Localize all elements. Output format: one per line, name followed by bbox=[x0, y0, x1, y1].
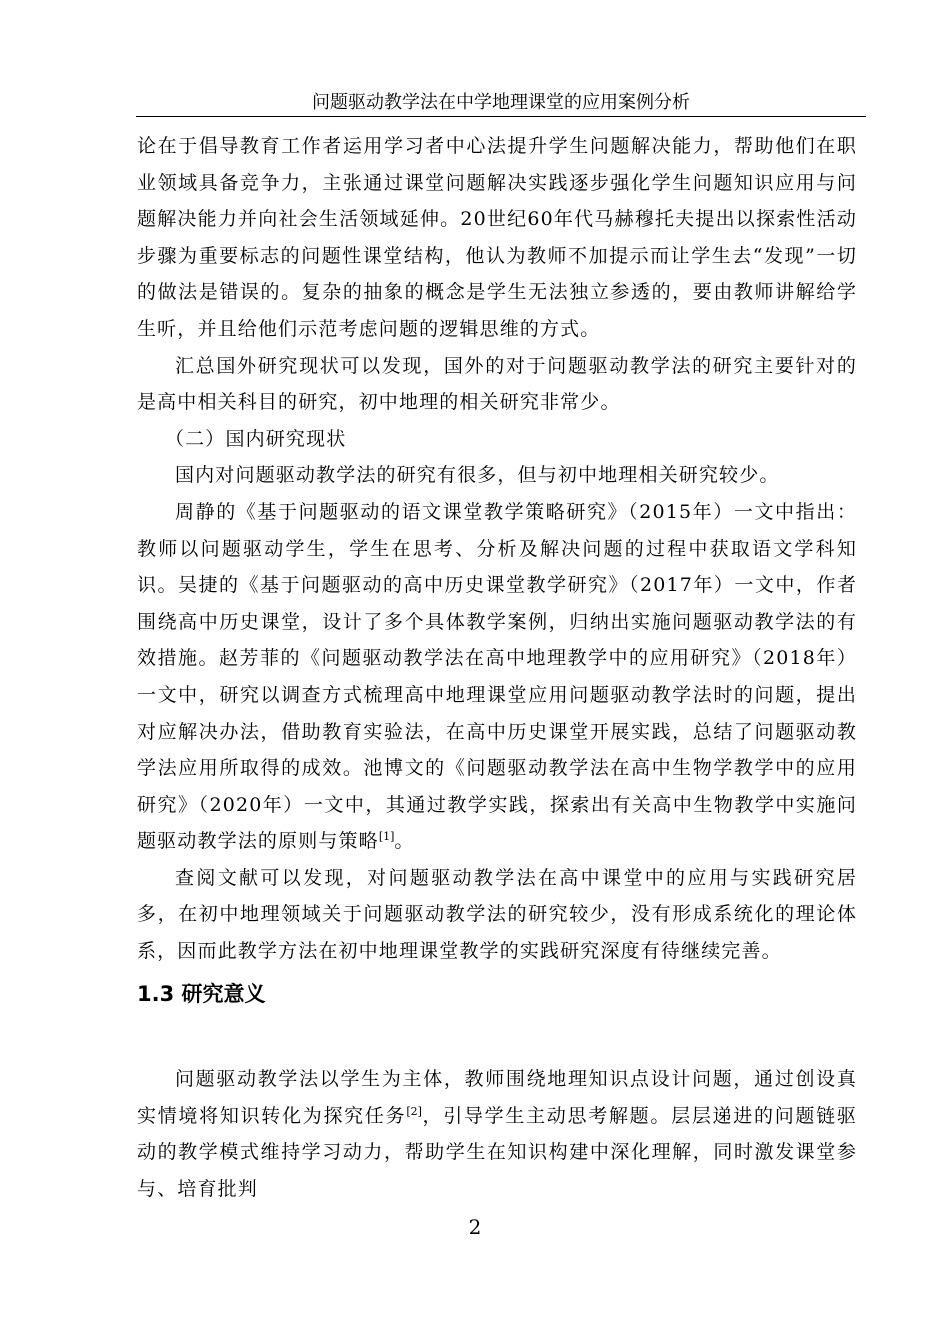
paragraph-domestic-literature-end: 。 bbox=[394, 830, 415, 853]
body-text bbox=[137, 128, 857, 970]
citation-2: [2] bbox=[406, 1104, 422, 1118]
section-body bbox=[137, 1061, 857, 1207]
paragraph-foreign-research-continued: 论在于倡导教育工作者运用学习者中心法提升学生问题解决能力，帮助他们在职业领域具备竞争力，主张通过课堂问题解决实践逐步强化学生问题知识应用与问题解决能力并向社会生活领域延伸。20世纪60年代马赫穆托夫提出以探索性活动步骤为重要标志的问题性课堂结构，他认为教师不加提示而让学生去“发现”一切的做法是错误的。复杂的抽象的概念是学生无法独立参透的，要由教师讲解给学生听，并且给他们示范考虑问题的逻辑思维的方式。 bbox=[137, 135, 857, 340]
paragraph-domestic-summary: 查阅文献可以发现，对问题驱动教学法在高中课堂中的应用与实践研究居多，在初中地理领域关于问题驱动教学法的研究较少，没有形成系统化的理论体系，因而此教学方法在初中地理课堂教学的实践研究深度有待继续完善。 bbox=[137, 866, 857, 963]
paragraph-foreign-summary: 汇总国外研究现状可以发现，国外的对于问题驱动教学法的研究主要针对的是高中相关科目的研究，初中地理的相关研究非常少。 bbox=[137, 354, 857, 414]
paragraph-research-significance-start: 问题驱动教学法以学生为主体，教师围绕地理知识点设计问题，通过创设真实情境将知识转化为探究任务 bbox=[137, 1068, 857, 1127]
paragraph-domestic-intro: 国内对问题驱动教学法的研究有很多，但与初中地理相关研究较少。 bbox=[175, 464, 780, 487]
paragraph-research-significance-end: ，引导学生主动思考解题。层层递进的问题链驱动的教学模式维持学习动力，帮助学生在知识构建中深化理解，同时激发课堂参与、培育批判 bbox=[137, 1104, 858, 1200]
paragraph-research-significance bbox=[137, 1061, 857, 1207]
section-heading: 1.3 研究意义 bbox=[137, 982, 266, 1006]
paragraph-domestic-literature bbox=[137, 494, 857, 860]
running-header: 问题驱动教学法在中学地理课堂的应用案例分析 bbox=[136, 92, 866, 117]
paragraph-domestic-literature-text: 周静的《基于问题驱动的语文课堂教学策略研究》（2015年）一文中指出：教师以问题驱动学生，学生在思考、分析及解决问题的过程中获取语文学科知识。吴捷的《基于问题驱动的高中历史课堂教学研究》（2017年）一文中，作者围绕高中历史课堂，设计了多个具体教学案例，归纳出实施问题驱动教学法的有效措施。赵芳菲的《问题驱动教学法在高中地理教学中的应用研究》（2018年）一文中，研究以调查方式梳理高中地理课堂应用问题驱动教学法时的问题，提出对应解决办法，借助教育实验法，在高中历史课堂开展实践，总结了问题驱动教学法应用所取得的成效。池博文的《问题驱动教学法在高中生物学教学中的应用研究》（2020年）一文中，其通过教学实践，探索出有关高中生物教学中实施问题驱动教学法的原则与策略 bbox=[137, 500, 857, 853]
citation-1: [1] bbox=[378, 830, 395, 844]
subheading-domestic-research: （二）国内研究现状 bbox=[165, 427, 347, 450]
page-number: 2 bbox=[468, 1215, 482, 1239]
